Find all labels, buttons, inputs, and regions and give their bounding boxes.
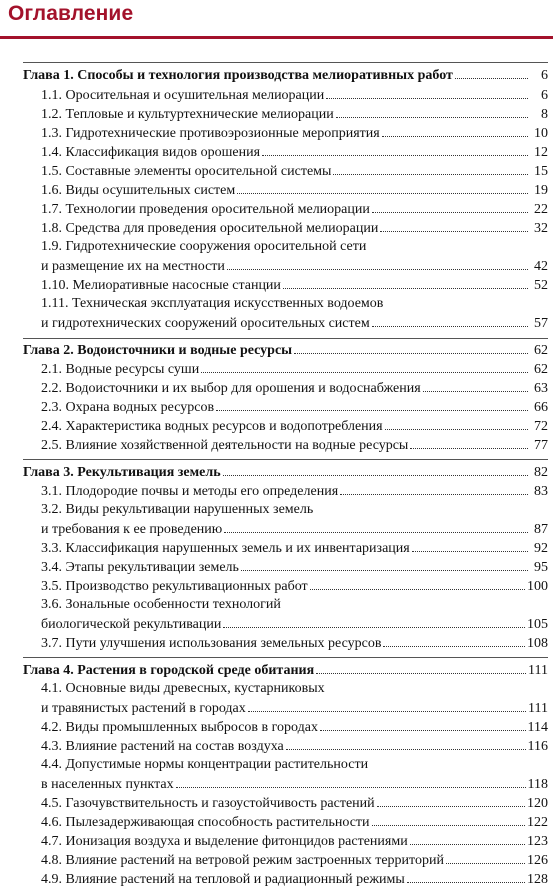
entry-title: 4.8. Влияние растений на ветровой режим застроенных территорий	[41, 853, 444, 868]
page-number: 32	[534, 221, 548, 236]
title-divider	[0, 36, 553, 39]
entry-title: 4.3. Влияние растений на состав воздуха	[41, 739, 284, 754]
dot-leader	[286, 736, 526, 750]
page-number: 120	[527, 796, 548, 811]
entry-title: биологической рекультивации	[41, 617, 222, 632]
entry-title: 1.8. Средства для проведения оросительной мелиорации	[41, 221, 379, 236]
dot-leader	[372, 199, 528, 213]
dot-leader	[423, 378, 528, 392]
toc-entry[interactable]	[41, 736, 548, 755]
toc-entry[interactable]	[41, 831, 548, 850]
toc-entry[interactable]	[41, 633, 548, 652]
entry-title: 1.11. Техническая эксплуатация искусственных водоемов	[41, 296, 384, 311]
entry-title: 2.3. Охрана водных ресурсов	[41, 400, 215, 415]
chapter-heading[interactable]	[23, 462, 548, 481]
page-number: 128	[527, 872, 548, 887]
page-number: 8	[541, 107, 548, 122]
dot-leader	[176, 774, 526, 788]
toc-entry[interactable]	[41, 104, 548, 123]
toc-entry[interactable]	[41, 614, 548, 633]
entry-title: 4.9. Влияние растений на тепловой и радиационный режимы	[41, 872, 405, 887]
dot-leader	[410, 831, 525, 845]
toc-entry[interactable]	[41, 869, 548, 888]
toc-entry[interactable]	[41, 378, 548, 397]
toc-entry[interactable]	[41, 538, 548, 557]
entry-title: в населенных пунктах	[41, 777, 174, 792]
page-number: 42	[534, 259, 548, 274]
section-divider	[23, 657, 548, 658]
dot-leader	[320, 717, 526, 731]
page-number: 62	[534, 343, 548, 358]
page-number: 52	[534, 278, 548, 293]
page-number: 22	[534, 202, 548, 217]
dot-leader	[326, 85, 528, 99]
page-number: 62	[534, 362, 548, 377]
dot-leader	[410, 435, 528, 449]
chapter-heading[interactable]	[23, 65, 548, 84]
dot-leader	[241, 557, 528, 571]
page-number: 77	[534, 438, 548, 453]
toc-entry[interactable]	[41, 397, 548, 416]
page-number: 116	[527, 739, 548, 754]
dot-leader	[333, 161, 528, 175]
entry-title: 1.1. Оросительная и осушительная мелиорации	[41, 88, 325, 103]
chapter-title: Глава 4. Растения в городской среде обитания	[23, 663, 315, 678]
page-number: 10	[534, 126, 548, 141]
page-number: 92	[534, 541, 548, 556]
dot-leader	[385, 416, 528, 430]
dot-leader	[446, 850, 525, 864]
section-divider	[23, 62, 548, 63]
dot-leader	[294, 340, 528, 354]
dot-leader	[310, 576, 525, 590]
entry-title: 4.6. Пылезадерживающая способность растительности	[41, 815, 370, 830]
entry-title: и гидротехнических сооружений оросительных систем	[41, 316, 370, 331]
entry-title: и размещение их на местности	[41, 259, 225, 274]
dot-leader	[336, 104, 528, 118]
entry-title: 3.5. Производство рекультивационных работ	[41, 579, 308, 594]
page-number: 111	[528, 663, 548, 678]
page-number: 118	[527, 777, 548, 792]
toc-entry[interactable]	[41, 359, 548, 378]
page-number: 63	[534, 381, 548, 396]
entry-title: 3.2. Виды рекультивации нарушенных земель	[41, 502, 314, 517]
page-number: 72	[534, 419, 548, 434]
dot-leader	[382, 123, 528, 137]
toc-entry[interactable]	[41, 161, 548, 180]
toc-entry[interactable]	[41, 256, 548, 275]
dot-leader	[383, 633, 525, 647]
dot-leader	[237, 180, 528, 194]
toc-entry[interactable]	[41, 679, 548, 698]
entry-title: 2.4. Характеристика водных ресурсов и водопотребления	[41, 419, 383, 434]
dot-leader	[407, 869, 525, 883]
entry-title: 2.5. Влияние хозяйственной деятельности на водные ресурсы	[41, 438, 409, 453]
entry-title: 1.10. Мелиоративные насосные станции	[41, 278, 281, 293]
entry-title: 3.4. Этапы рекультивации земель	[41, 560, 239, 575]
entry-title: 1.3. Гидротехнические противоэрозионные мероприятия	[41, 126, 380, 141]
dot-leader	[283, 275, 528, 289]
entry-title: 4.2. Виды промышленных выбросов в городах	[41, 720, 318, 735]
dot-leader	[201, 359, 528, 373]
toc-entry[interactable]	[41, 755, 548, 774]
entry-title: и травянистых растений в городах	[41, 701, 246, 716]
toc-entry[interactable]	[41, 717, 548, 736]
page-number: 105	[527, 617, 548, 632]
toc-entry[interactable]	[41, 812, 548, 831]
page-number: 95	[534, 560, 548, 575]
toc-entry[interactable]	[41, 180, 548, 199]
dot-leader	[372, 313, 528, 327]
page-number: 15	[534, 164, 548, 179]
toc-entry[interactable]	[41, 123, 548, 142]
toc-entry[interactable]	[41, 199, 548, 218]
toc-entry[interactable]	[41, 774, 548, 793]
dot-leader	[372, 812, 525, 826]
entry-title: 4.7. Ионизация воздуха и выделение фитонцидов растениями	[41, 834, 408, 849]
toc-entry[interactable]	[41, 313, 548, 332]
page-number: 123	[527, 834, 548, 849]
dot-leader	[224, 519, 528, 533]
dot-leader	[262, 142, 528, 156]
dot-leader	[380, 218, 528, 232]
page-number: 114	[527, 720, 548, 735]
dot-leader	[227, 256, 528, 270]
toc-entry[interactable]	[41, 481, 548, 500]
section-divider	[23, 459, 548, 460]
page-number: 12	[534, 145, 548, 160]
toc-entry[interactable]	[41, 275, 548, 294]
page-number: 6	[541, 88, 548, 103]
entry-title: 3.1. Плодородие почвы и методы его определения	[41, 484, 339, 499]
dot-leader	[223, 614, 525, 628]
dot-leader	[216, 397, 528, 411]
page-title: Оглавление	[8, 2, 134, 25]
entry-title: 4.4. Допустимые нормы концентрации растительности	[41, 757, 369, 772]
page-number: 57	[534, 316, 548, 331]
toc-entry[interactable]	[41, 294, 548, 313]
toc-entry[interactable]	[41, 793, 548, 812]
entry-title: 1.5. Составные элементы оросительной системы	[41, 164, 332, 179]
toc-entry[interactable]	[41, 595, 548, 614]
toc-entry[interactable]	[41, 416, 548, 435]
dot-leader	[377, 793, 525, 807]
chapter-heading[interactable]	[23, 340, 548, 359]
toc-entry[interactable]	[41, 237, 548, 256]
entry-title: 3.6. Зональные особенности технологий	[41, 597, 281, 612]
dot-leader	[248, 698, 526, 712]
dot-leader	[412, 538, 528, 552]
toc-entry[interactable]	[41, 435, 548, 454]
entry-title: 1.2. Тепловые и культуртехнические мелиорации	[41, 107, 334, 122]
chapter-title: Глава 3. Рекультивация земель	[23, 465, 221, 480]
page-number: 82	[534, 465, 548, 480]
entry-title: 3.3. Классификация нарушенных земель и их инвентаризация	[41, 541, 410, 556]
toc-entry[interactable]	[41, 557, 548, 576]
page-number: 108	[527, 636, 548, 651]
page-number: 66	[534, 400, 548, 415]
dot-leader	[340, 481, 528, 495]
dot-leader	[316, 660, 526, 674]
dot-leader	[223, 462, 528, 476]
toc-entry[interactable]	[41, 519, 548, 538]
toc-entry[interactable]	[41, 218, 548, 237]
toc-entry[interactable]	[41, 142, 548, 161]
page-number: 111	[528, 701, 548, 716]
toc-entry[interactable]	[41, 85, 548, 104]
entry-title: 1.6. Виды осушительных систем	[41, 183, 236, 198]
dot-leader	[455, 65, 528, 79]
entry-title: 2.1. Водные ресурсы суши	[41, 362, 200, 377]
toc-entry[interactable]	[41, 576, 548, 595]
page-number: 126	[527, 853, 548, 868]
entry-title: 1.7. Технологии проведения оросительной мелиорации	[41, 202, 370, 217]
toc-entry[interactable]	[41, 500, 548, 519]
chapter-title: Глава 2. Водоисточники и водные ресурсы	[23, 343, 293, 358]
page-number: 122	[527, 815, 548, 830]
page-number: 100	[527, 579, 548, 594]
chapter-heading[interactable]	[23, 660, 548, 679]
toc-entry[interactable]	[41, 850, 548, 869]
entry-title: и требования к ее проведению	[41, 522, 223, 537]
page-number: 87	[534, 522, 548, 537]
chapter-title: Глава 1. Способы и технология производства мелиоративных работ	[23, 68, 453, 83]
entry-title: 4.1. Основные виды древесных, кустарниковых	[41, 681, 325, 696]
entry-title: 4.5. Газочувствительность и газоустойчивость растений	[41, 796, 375, 811]
entry-title: 2.2. Водоисточники и их выбор для орошения и водоснабжения	[41, 381, 421, 396]
page-number: 6	[541, 68, 548, 83]
page-number: 19	[534, 183, 548, 198]
page-number: 83	[534, 484, 548, 499]
section-divider	[23, 338, 548, 339]
toc-entry[interactable]	[41, 698, 548, 717]
entry-title: 1.9. Гидротехнические сооружения оросительной сети	[41, 239, 367, 254]
entry-title: 1.4. Классификация видов орошения	[41, 145, 261, 160]
entry-title: 3.7. Пути улучшения использования земельных ресурсов	[41, 636, 382, 651]
